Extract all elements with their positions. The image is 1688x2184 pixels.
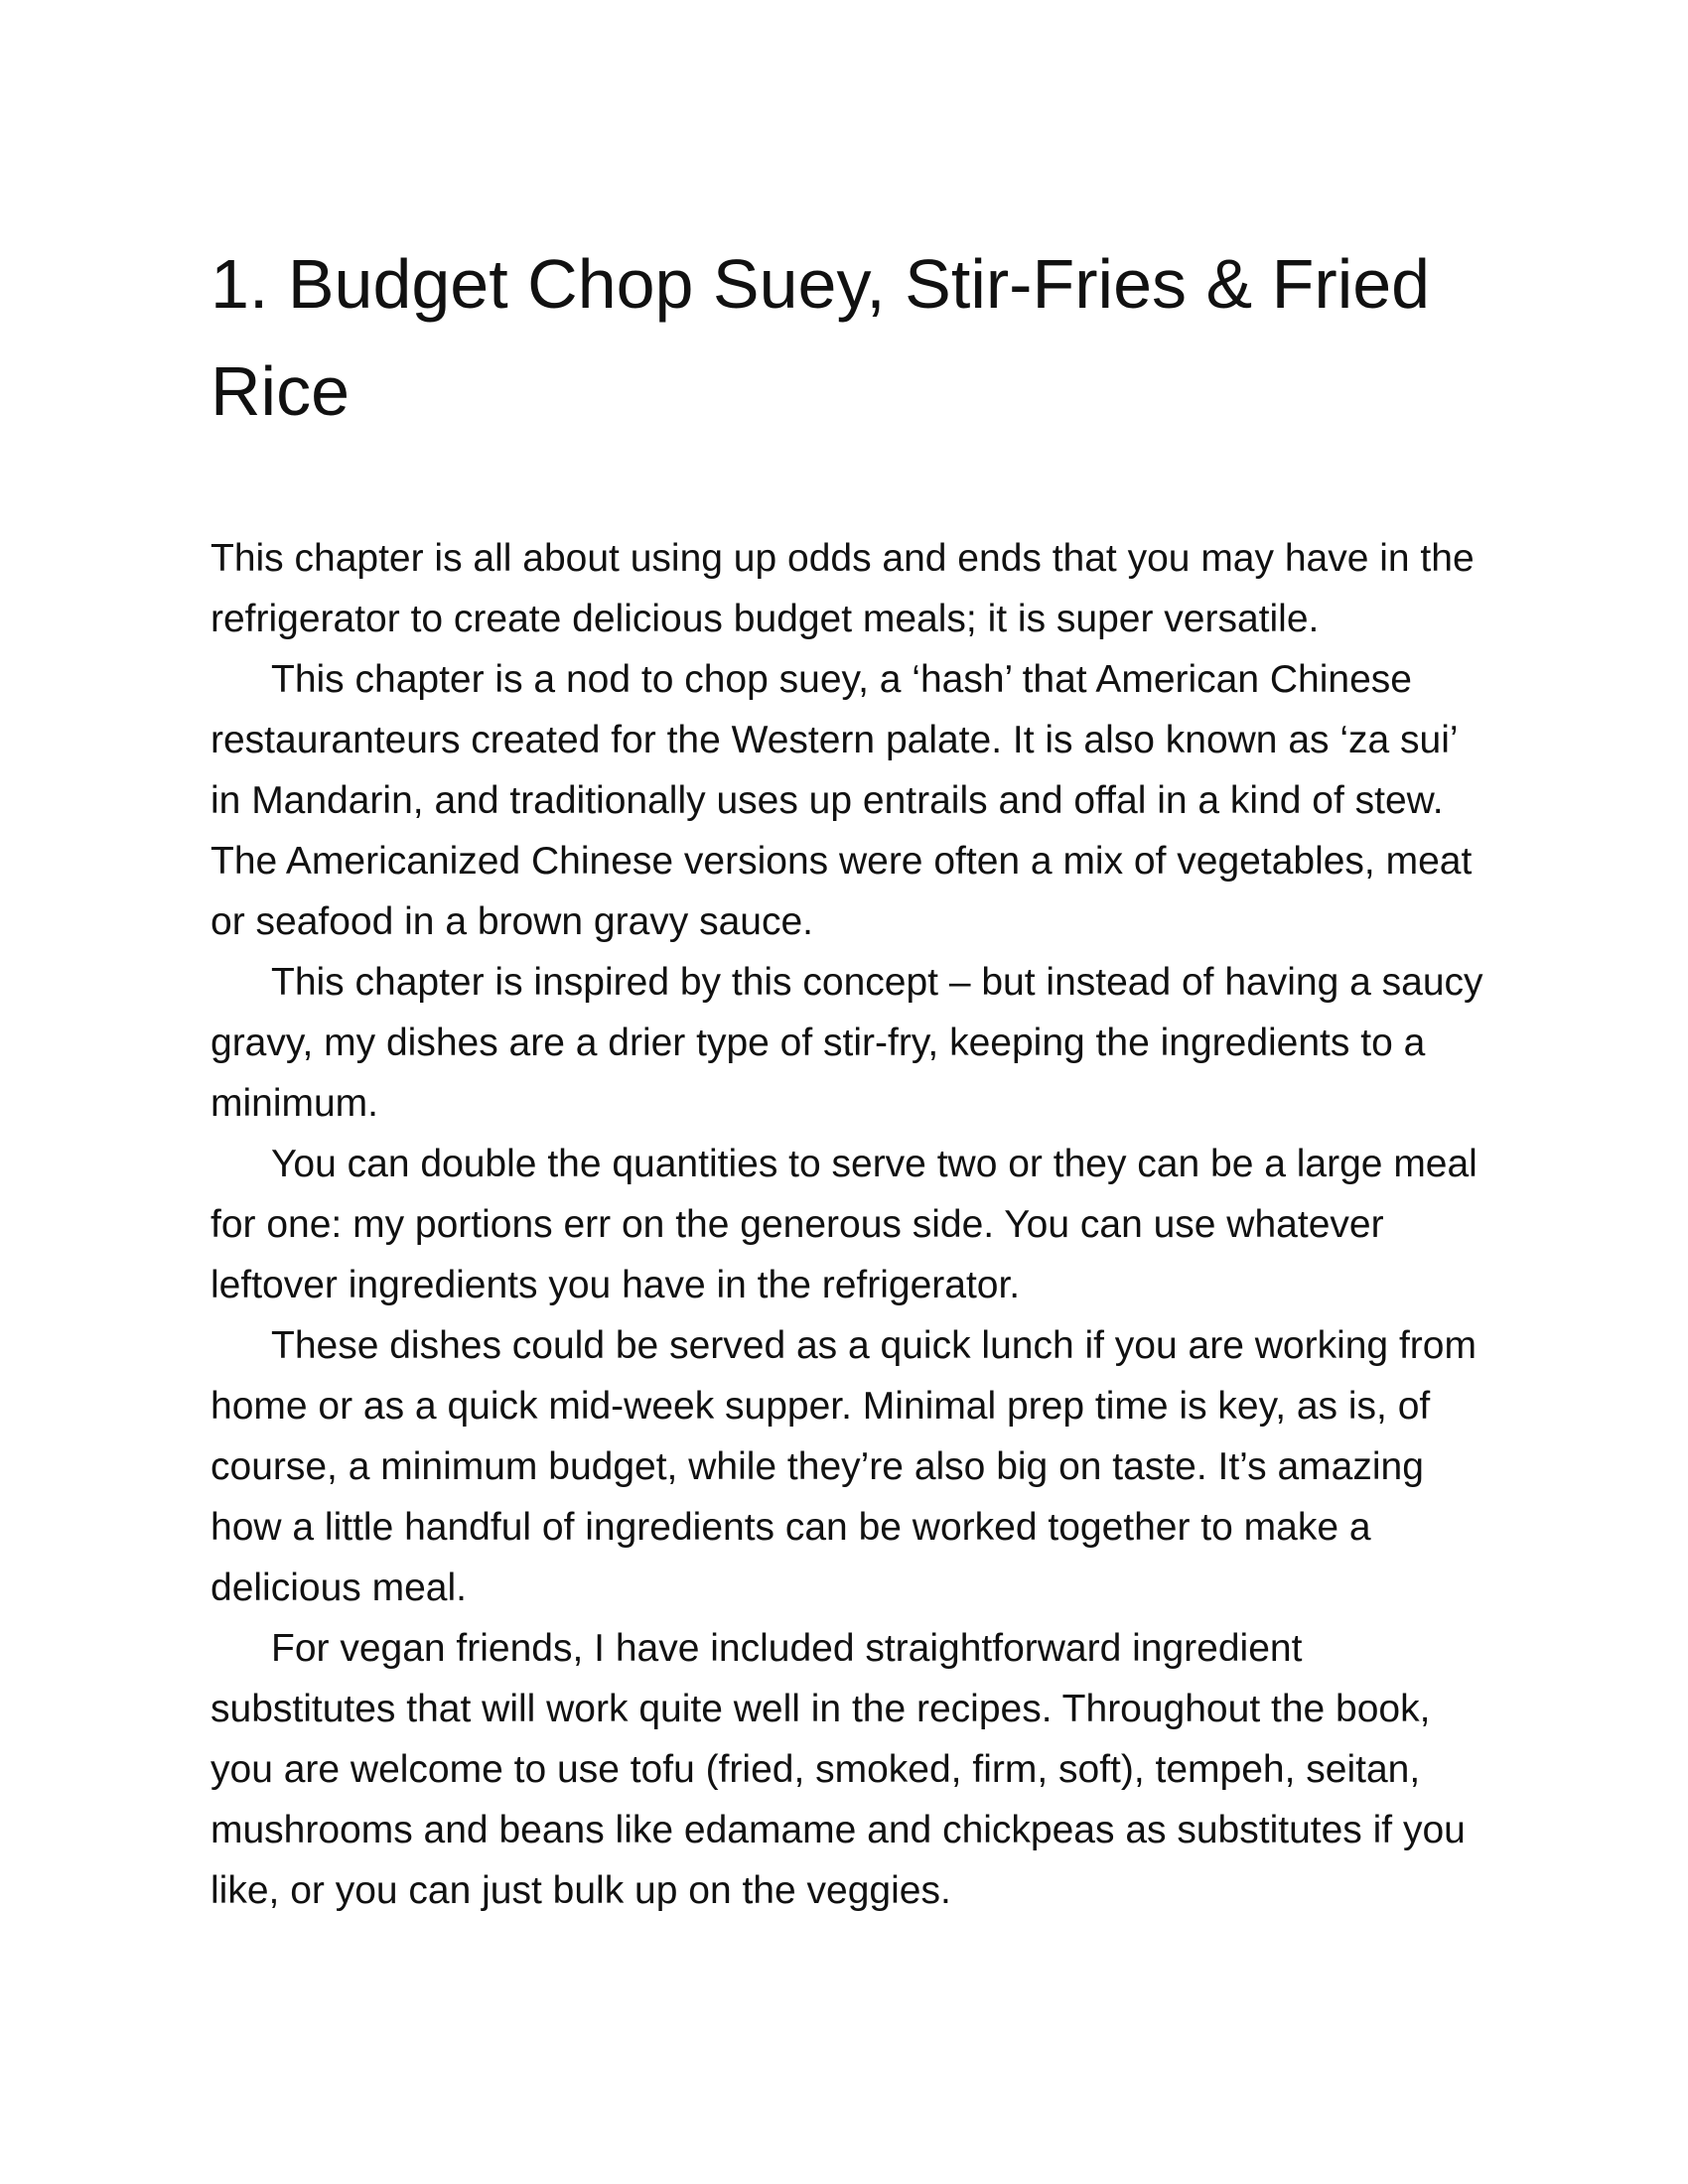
paragraph-intro: This chapter is all about using up odds and ends that you may have in the refrigerator to create delicious budget meals; it is super versatile.	[211, 537, 1475, 640]
paragraph: You can double the quantities to serve two or they can be a large meal for one: my portions err on the generous side. You can use whatever leftover ingredients you have in the refrigerator.	[211, 1143, 1477, 1306]
paragraph: This chapter is inspired by this concept – but instead of having a saucy gravy, my dishes are a drier type of stir-fry, keeping the ingredients to a minimum.	[211, 961, 1483, 1125]
paragraph: These dishes could be served as a quick lunch if you are working from home or as a quick mid-week supper. Minimal prep time is key, as is, of course, a minimum budget, while they’re also big on taste. It’s amazing how a little handful of ingredients can be worked together to make a delicious meal.	[211, 1324, 1477, 1609]
chapter-body	[211, 528, 1491, 1921]
paragraph: This chapter is a nod to chop suey, a ‘hash’ that American Chinese restauranteurs created for the Western palate. It is also known as ‘za sui’ in Mandarin, and traditionally uses up entrails and offal in a kind of stew. The Americanized Chinese versions were often a mix of vegetables, meat or seafood in a brown gravy sauce.	[211, 658, 1473, 943]
paragraph: For vegan friends, I have included straightforward ingredient substitutes that will work quite well in the recipes. Throughout the book, you are welcome to use tofu (fried, smoked, firm, soft), tempeh, seitan, mushrooms and beans like edamame and chickpeas as substitutes if you like, or you can just bulk up on the veggies.	[211, 1627, 1466, 1912]
chapter-title: 1. Budget Chop Suey, Stir-Fries & Fried Rice	[211, 245, 1431, 430]
